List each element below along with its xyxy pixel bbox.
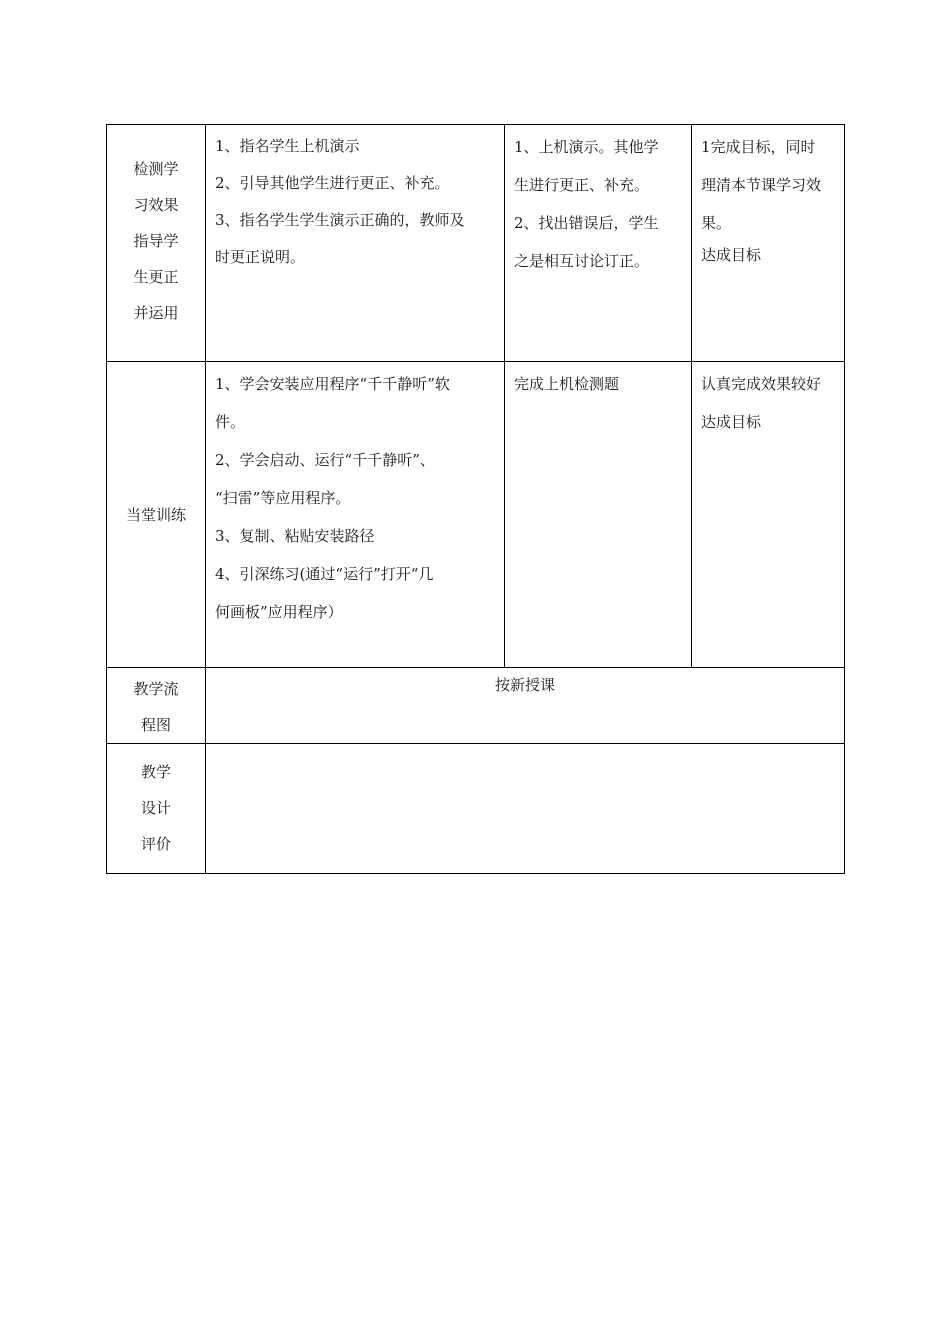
student-activity-line: 完成上机检测题 [514, 375, 620, 393]
row-label-line: 程图 [140, 716, 171, 734]
student-activity-line: 1、上机演示。其他学 [514, 138, 659, 156]
row-label-line: 检测学 [133, 160, 179, 178]
student-activity-line: 生进行更正、补充。 [514, 176, 650, 194]
teacher-activity-line: 1、学会安装应用程序“千千静听”软 [215, 375, 450, 393]
teacher-activity-line: 何画板”应用程序） [215, 603, 343, 621]
row-label-line: 设计 [140, 799, 171, 817]
design-intent-line: 1完成目标，同时 [701, 138, 816, 156]
design-intent-line: 达成目标 [701, 246, 762, 264]
row-label-line: 指导学 [133, 232, 179, 250]
evaluation-cell [206, 744, 845, 874]
row-label-line: 当堂训练 [125, 506, 186, 524]
row-label-evaluation [107, 744, 206, 874]
teacher-activity-line: 3、复制、粘贴安装路径 [215, 527, 375, 545]
design-intent-cell [692, 125, 845, 362]
row-label-line: 教学流 [133, 680, 179, 698]
teacher-activity-line: 4、引深练习(通过“运行”打开“几 [215, 565, 434, 583]
student-activity-cell [505, 125, 692, 362]
flowchart-title: 按新授课 [494, 676, 555, 694]
student-activity-line: 2、找出错误后，学生 [514, 214, 659, 232]
row-label-check-learning [107, 125, 206, 362]
teacher-activity-line: 2、引导其他学生进行更正、补充。 [215, 174, 450, 192]
teacher-activity-line: 1、指名学生上机演示 [215, 137, 360, 155]
teacher-activity-line: 时更正说明。 [215, 248, 306, 266]
design-intent-line: 达成目标 [701, 413, 762, 431]
table-row-check-learning [107, 125, 845, 362]
row-label-line: 教学 [140, 763, 171, 781]
row-label-line: 并运用 [133, 304, 179, 322]
lesson-plan-table [106, 124, 845, 874]
row-label-class-practice [107, 362, 206, 668]
teacher-activity-cell [206, 362, 505, 668]
student-activity-line: 之是相互讨论订正。 [514, 252, 650, 270]
student-activity-cell [505, 362, 692, 668]
table-row-class-practice [107, 362, 845, 668]
row-label-flowchart [107, 668, 206, 744]
design-intent-line: 认真完成效果较好 [701, 375, 822, 393]
table-row-flowchart [107, 668, 845, 744]
teacher-activity-line: 3、指名学生学生演示正确的，教师及 [215, 211, 465, 229]
flowchart-cell [206, 668, 845, 744]
teacher-activity-line: “扫雷”等应用程序。 [215, 489, 351, 507]
teacher-activity-cell [206, 125, 505, 362]
row-label-line: 习效果 [133, 196, 179, 214]
design-intent-line: 理清本节课学习效 [701, 176, 822, 194]
teacher-activity-line: 2、学会启动、运行“千千静听”、 [215, 451, 435, 469]
row-label-line: 生更正 [133, 268, 179, 286]
design-intent-cell [692, 362, 845, 668]
table-row-evaluation [107, 744, 845, 874]
teacher-activity-line: 件。 [215, 413, 246, 431]
evaluation-content [206, 744, 844, 747]
design-intent-line: 果。 [701, 214, 732, 232]
row-label-line: 评价 [140, 835, 171, 853]
